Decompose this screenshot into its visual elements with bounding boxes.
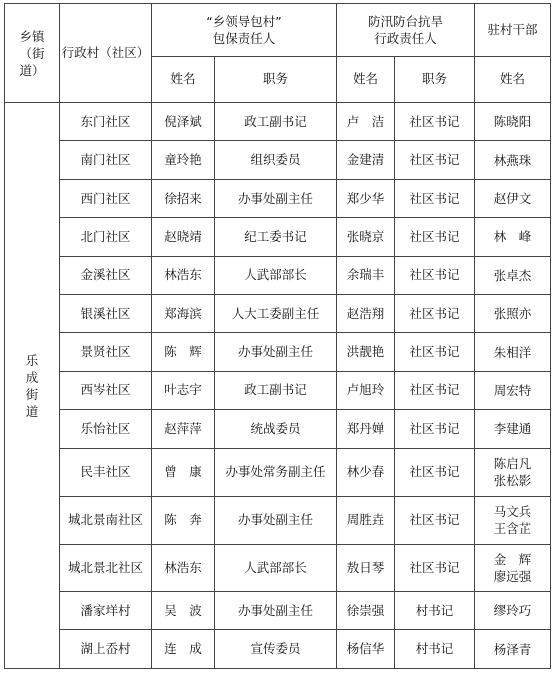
table-row xyxy=(5,410,551,448)
cadre-name: 陈晓阳 xyxy=(493,114,532,130)
admin-name-cell: 郑少华 xyxy=(337,179,395,217)
town-name-char: 街 xyxy=(25,386,39,402)
cadre-name-cell xyxy=(475,103,551,141)
admin-name-cell: 余瑞丰 xyxy=(337,256,395,294)
cadre-name: 杨泽青 xyxy=(493,641,532,657)
leader-name-cell: 倪泽斌 xyxy=(152,103,215,141)
village-cell: 湖上岙村 xyxy=(60,630,152,669)
leader-name-cell: 童玲艳 xyxy=(152,141,215,179)
leader-name-cell: 连 成 xyxy=(152,630,215,669)
town-name-char: 道 xyxy=(25,403,39,419)
cadre-name: 缪玲巧 xyxy=(493,603,532,619)
cadre-name: 李建通 xyxy=(493,421,532,437)
admin-name-cell: 洪靓艳 xyxy=(337,333,395,371)
cadre-name: 张照亦 xyxy=(493,306,532,322)
cadre-name-cell xyxy=(475,141,551,179)
admin-duty-cell: 社区书记 xyxy=(395,333,475,371)
village-cell: 东门社区 xyxy=(60,103,152,141)
admin-duty-cell: 社区书记 xyxy=(395,218,475,256)
header-town: 乡镇 （街 道） xyxy=(5,4,60,103)
leader-duty-cell: 办事处副主任 xyxy=(215,333,337,371)
admin-duty-cell: 社区书记 xyxy=(395,179,475,217)
header-leader-name: 姓名 xyxy=(152,56,215,102)
header-cadre-group: 驻村干部 xyxy=(475,4,551,57)
header-leader-group: “乡领导包村” 包保责任人 xyxy=(152,4,337,57)
admin-name-cell: 郑丹婵 xyxy=(337,410,395,448)
town-name-char: 乐 xyxy=(25,352,39,368)
leader-name-cell: 赵萍萍 xyxy=(152,410,215,448)
admin-duty-cell: 村书记 xyxy=(395,592,475,630)
admin-name-cell: 张晓京 xyxy=(337,218,395,256)
cadre-name-cell xyxy=(475,333,551,371)
table-row xyxy=(5,592,551,630)
responsibility-table xyxy=(4,3,551,669)
village-cell: 银溪社区 xyxy=(60,294,152,332)
leader-duty-cell: 人武部部长 xyxy=(215,256,337,294)
cadre-name-cell xyxy=(475,497,551,545)
table-row xyxy=(5,179,551,217)
admin-name-cell: 周胜垚 xyxy=(337,497,395,545)
cadre-name-cell xyxy=(475,256,551,294)
header-village: 行政村（社区） xyxy=(60,4,152,103)
village-cell: 北门社区 xyxy=(60,218,152,256)
village-cell: 潘家垟村 xyxy=(60,592,152,630)
table-row xyxy=(5,544,551,592)
cadre-name: 林 峰 xyxy=(493,229,532,245)
leader-name-cell: 曾 康 xyxy=(152,448,215,497)
cadre-name: 陈启凡 xyxy=(493,456,532,472)
cadre-name-cell xyxy=(475,592,551,630)
admin-name-cell: 赵浩翔 xyxy=(337,294,395,332)
leader-name-cell: 陈 辉 xyxy=(152,333,215,371)
admin-duty-cell: 社区书记 xyxy=(395,294,475,332)
header-admin-group: 防汛防台抗旱 行政责任人 xyxy=(337,4,475,57)
table-row xyxy=(5,497,551,545)
admin-name-cell: 林少春 xyxy=(337,448,395,497)
village-cell: 城北景北社区 xyxy=(60,544,152,592)
admin-name-cell: 杨信华 xyxy=(337,630,395,669)
admin-name-cell: 敖日琴 xyxy=(337,544,395,592)
admin-name-cell: 金建清 xyxy=(337,141,395,179)
cadre-name: 赵伊文 xyxy=(493,191,532,206)
leader-duty-cell: 政工副书记 xyxy=(215,103,337,141)
cadre-name: 王含芷 xyxy=(493,521,532,537)
leader-duty-cell: 宣传委员 xyxy=(215,630,337,669)
leader-duty-cell: 组织委员 xyxy=(215,141,337,179)
cadre-name-cell xyxy=(475,630,551,669)
admin-name-cell: 卢旭玲 xyxy=(337,371,395,409)
leader-name-cell: 林浩东 xyxy=(152,544,215,592)
village-cell: 民丰社区 xyxy=(60,448,152,497)
admin-duty-cell: 社区书记 xyxy=(395,410,475,448)
leader-duty-cell: 统战委员 xyxy=(215,410,337,448)
admin-duty-cell: 社区书记 xyxy=(395,448,475,497)
admin-duty-cell: 村书记 xyxy=(395,630,475,669)
admin-duty-cell: 社区书记 xyxy=(395,103,475,141)
leader-name-cell: 赵晓靖 xyxy=(152,218,215,256)
cadre-name-cell xyxy=(475,294,551,332)
cadre-name: 周宏特 xyxy=(493,382,532,398)
table-row xyxy=(5,371,551,409)
village-cell: 西门社区 xyxy=(60,179,152,217)
village-cell: 城北景南社区 xyxy=(60,497,152,545)
table-row xyxy=(5,103,551,141)
header-row-1 xyxy=(5,4,551,57)
header-leader-duty: 职务 xyxy=(215,56,337,102)
table-row xyxy=(5,333,551,371)
leader-name-cell: 陈 奔 xyxy=(152,497,215,545)
table-row xyxy=(5,256,551,294)
leader-duty-cell: 办事处副主任 xyxy=(215,592,337,630)
cadre-name-cell xyxy=(475,448,551,497)
village-cell: 乐怡社区 xyxy=(60,410,152,448)
admin-duty-cell: 社区书记 xyxy=(395,256,475,294)
leader-duty-cell: 人大工委副主任 xyxy=(215,294,337,332)
town-name-cell xyxy=(5,103,60,669)
village-cell: 金溪社区 xyxy=(60,256,152,294)
leader-duty-cell: 办事处副主任 xyxy=(215,179,337,217)
leader-name-cell: 叶志宇 xyxy=(152,371,215,409)
admin-duty-cell: 社区书记 xyxy=(395,544,475,592)
cadre-name-cell xyxy=(475,371,551,409)
cadre-name: 朱相洋 xyxy=(493,344,532,360)
cadre-name-cell xyxy=(475,218,551,256)
village-cell: 景贤社区 xyxy=(60,333,152,371)
cadre-name: 马文兵 xyxy=(493,504,532,520)
header-admin-duty: 职务 xyxy=(395,56,475,102)
cadre-name: 张卓杰 xyxy=(493,267,532,283)
admin-duty-cell: 社区书记 xyxy=(395,371,475,409)
admin-duty-cell: 社区书记 xyxy=(395,141,475,179)
town-name-char: 成 xyxy=(25,369,39,385)
cadre-name: 林燕珠 xyxy=(493,152,532,168)
leader-name-cell: 徐招来 xyxy=(152,179,215,217)
leader-name-cell: 郑海滨 xyxy=(152,294,215,332)
leader-name-cell: 林浩东 xyxy=(152,256,215,294)
cadre-name: 张松影 xyxy=(493,473,532,489)
cadre-name: 金 辉 xyxy=(493,551,532,567)
leader-duty-cell: 纪工委书记 xyxy=(215,218,337,256)
admin-duty-cell: 社区书记 xyxy=(395,497,475,545)
admin-name-cell: 徐崇强 xyxy=(337,592,395,630)
table-row xyxy=(5,630,551,669)
table-row xyxy=(5,294,551,332)
header-admin-name: 姓名 xyxy=(337,56,395,102)
admin-name-cell: 卢 洁 xyxy=(337,103,395,141)
table-row xyxy=(5,448,551,497)
table-row xyxy=(5,141,551,179)
leader-duty-cell: 政工副书记 xyxy=(215,371,337,409)
table-row xyxy=(5,218,551,256)
leader-duty-cell: 办事处副主任 xyxy=(215,497,337,545)
leader-duty-cell: 人武部部长 xyxy=(215,544,337,592)
village-cell: 南门社区 xyxy=(60,141,152,179)
village-cell: 西岑社区 xyxy=(60,371,152,409)
cadre-name-cell xyxy=(475,544,551,592)
cadre-name-cell xyxy=(475,179,551,217)
header-cadre-name: 姓名 xyxy=(475,56,551,102)
leader-duty-cell: 办事处常务副主任 xyxy=(215,448,337,497)
leader-name-cell: 吴 波 xyxy=(152,592,215,630)
cadre-name: 廖远强 xyxy=(493,568,532,584)
cadre-name-cell xyxy=(475,410,551,448)
